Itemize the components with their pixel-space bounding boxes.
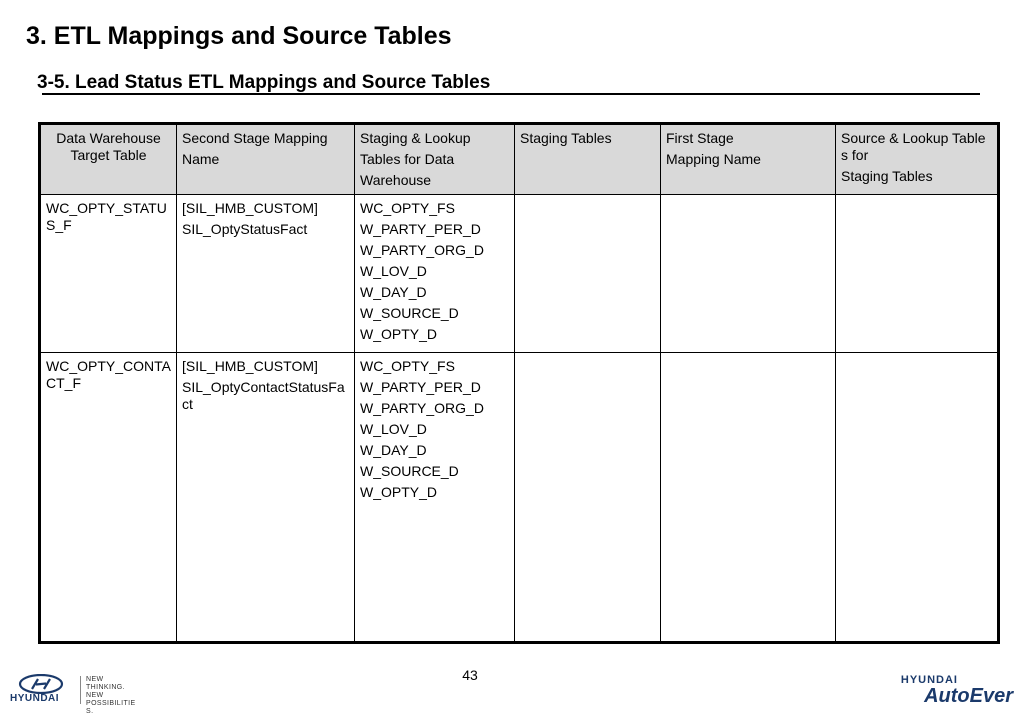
table-header-row <box>40 124 999 195</box>
header-staging-lookup-line1: Staging & Lookup <box>360 130 471 146</box>
cell-staging-lookup <box>355 195 515 353</box>
cell-staging-tables <box>515 353 661 643</box>
hyundai-logo <box>10 674 140 715</box>
page-number: 43 <box>462 667 478 683</box>
header-staging-lookup-line3: Warehouse <box>360 172 432 188</box>
header-dw-target-table <box>40 124 177 195</box>
staging-lookup-item: W_PARTY_PER_D <box>360 379 481 395</box>
staging-lookup-item: WC_OPTY_FS <box>360 200 455 216</box>
mapping-folder: [SIL_HMB_CUSTOM] <box>182 200 318 216</box>
header-first-stage-mapping-line2: Mapping Name <box>666 151 761 167</box>
cell-second-stage-mapping <box>177 195 355 353</box>
cell-target-table <box>40 195 177 353</box>
staging-lookup-item: W_DAY_D <box>360 284 427 300</box>
staging-lookup-item: W_OPTY_D <box>360 484 438 500</box>
table-row <box>40 353 999 643</box>
header-staging-tables <box>515 124 661 195</box>
header-second-stage-mapping <box>177 124 355 195</box>
header-first-stage-mapping <box>661 124 836 195</box>
hyundai-emblem-icon <box>18 674 64 694</box>
staging-lookup-item: W_SOURCE_D <box>360 305 459 321</box>
staging-lookup-item: W_PARTY_ORG_D <box>360 400 484 416</box>
staging-lookup-item: W_PARTY_PER_D <box>360 221 481 237</box>
cell-staging-tables <box>515 195 661 353</box>
staging-lookup-item: W_DAY_D <box>360 442 427 458</box>
target-table-name: WC_OPTY_STATUS_F <box>46 200 167 233</box>
etl-mapping-table <box>38 122 1000 644</box>
staging-lookup-item: W_LOV_D <box>360 421 427 437</box>
title-underline <box>42 93 980 95</box>
header-first-stage-mapping-line1: First Stage <box>666 130 734 146</box>
cell-second-stage-mapping <box>177 353 355 643</box>
header-second-stage-mapping-line1: Second Stage Mapping <box>182 130 328 146</box>
header-dw-target-table-label: Data Warehouse Target Table <box>56 130 161 163</box>
tagline-line: NEW <box>86 676 104 683</box>
tagline-line: POSSIBILITIES. <box>86 700 136 715</box>
autoever-logo-brand: HYUNDAI <box>900 674 958 686</box>
table-row <box>40 195 999 353</box>
mapping-folder: [SIL_HMB_CUSTOM] <box>182 358 318 374</box>
section-title: 3-5. Lead Status ETL Mappings and Source Tables <box>37 72 491 93</box>
target-table-name: WC_OPTY_CONTACT_F <box>46 358 171 391</box>
header-second-stage-mapping-line2: Name <box>182 151 220 167</box>
staging-lookup-item: WC_OPTY_FS <box>360 358 455 374</box>
cell-first-stage-mapping <box>661 195 836 353</box>
header-source-lookup-line2: Staging Tables <box>841 168 933 184</box>
mapping-name: SIL_OptyStatusFact <box>182 221 308 237</box>
cell-source-lookup <box>836 195 999 353</box>
page-title: 3. ETL Mappings and Source Tables <box>26 22 452 50</box>
cell-source-lookup <box>836 353 999 643</box>
cell-staging-lookup <box>355 353 515 643</box>
tagline-line: NEW <box>86 692 104 699</box>
tagline-line: THINKING. <box>86 684 125 691</box>
header-staging-lookup-line2: Tables for Data <box>360 151 455 167</box>
mapping-name: SIL_OptyContactStatusFact <box>182 379 345 412</box>
autoever-logo-product: AutoEver <box>924 685 1013 707</box>
cell-target-table <box>40 353 177 643</box>
header-source-lookup-line1: Source & Lookup Tables for <box>841 130 986 163</box>
staging-lookup-item: W_SOURCE_D <box>360 463 459 479</box>
autoever-logo <box>873 674 1013 708</box>
hyundai-tagline <box>86 676 140 716</box>
hyundai-logo-text: HYUNDAI <box>10 693 60 704</box>
header-staging-tables-label: Staging Tables <box>520 130 612 146</box>
cell-first-stage-mapping <box>661 353 836 643</box>
logo-divider <box>80 676 81 704</box>
staging-lookup-item: W_OPTY_D <box>360 326 438 342</box>
header-staging-lookup <box>355 124 515 195</box>
header-source-lookup <box>836 124 999 195</box>
staging-lookup-item: W_PARTY_ORG_D <box>360 242 484 258</box>
staging-lookup-item: W_LOV_D <box>360 263 427 279</box>
